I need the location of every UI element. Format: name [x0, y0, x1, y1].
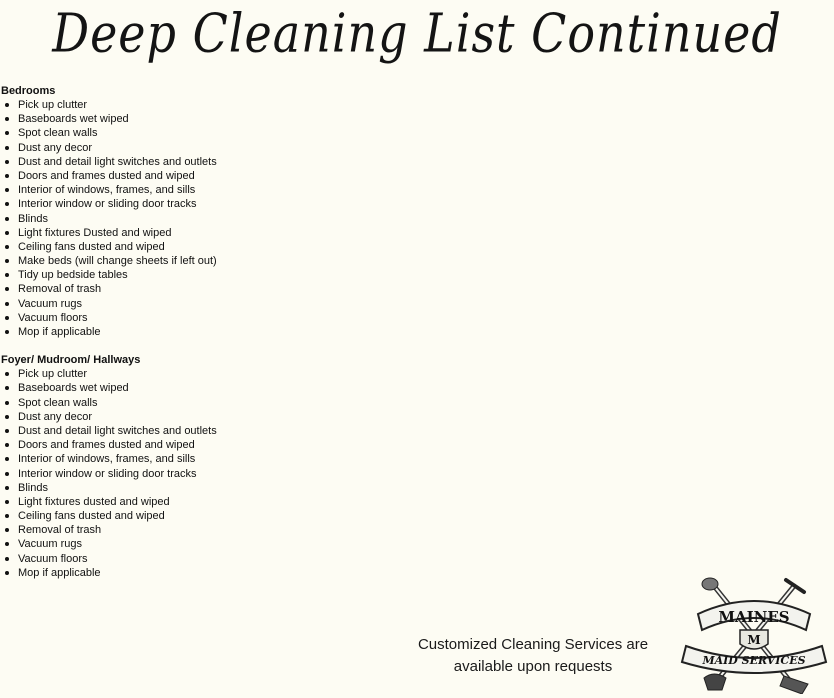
list-item [0, 523, 420, 537]
list-item-text: Dust and detail light switches and outlets [18, 155, 217, 168]
list-item-text: Dust any decor [18, 410, 92, 423]
list-item-text: Spot clean walls [18, 127, 98, 140]
bullet-icon [5, 557, 9, 561]
company-logo [676, 574, 832, 694]
bedrooms-list [0, 98, 420, 339]
section-foyer-mudroom-hallways [0, 353, 420, 580]
section-bedrooms [0, 84, 420, 339]
list-item-text: Pick up clutter [18, 368, 88, 381]
list-item-text: Removal of trash [18, 283, 102, 296]
list-item-text: Spot clean walls [18, 396, 98, 409]
bullet-icon [5, 131, 9, 135]
bullet-icon [5, 146, 9, 150]
logo-center-letter: M [747, 633, 761, 647]
list-item [0, 381, 420, 395]
list-item [0, 297, 420, 311]
list-item-text: Interior window or sliding door tracks [18, 467, 197, 480]
bullet-icon [5, 273, 9, 277]
list-item [0, 169, 420, 183]
list-item [0, 509, 420, 523]
bullet-icon [5, 287, 9, 291]
list-item-text: Baseboards wet wiped [18, 382, 129, 395]
bullet-icon [5, 486, 9, 490]
list-item [0, 98, 420, 112]
list-item-text: Make beds (will change sheets if left out) [18, 255, 217, 268]
list-item-text: Pick up clutter [18, 99, 88, 111]
bullet-icon [5, 429, 9, 433]
list-item [0, 311, 420, 325]
list-item-text: Vacuum rugs [18, 297, 82, 310]
list-item-text: Mop if applicable [18, 566, 101, 579]
bullet-icon [5, 542, 9, 546]
bullet-icon [5, 386, 9, 390]
bullet-icon [5, 571, 9, 575]
bullet-icon [5, 188, 9, 192]
list-item [0, 552, 420, 566]
cleaning-list [0, 84, 420, 594]
footer-line-2: available upon requests [453, 658, 613, 675]
list-item [0, 495, 420, 509]
bullet-icon [5, 245, 9, 249]
foyer-list [0, 367, 420, 580]
list-item-text: Blinds [18, 212, 48, 225]
bullet-icon [5, 316, 9, 320]
list-item [0, 212, 420, 226]
bullet-icon [5, 528, 9, 532]
bullet-icon [5, 401, 9, 405]
list-item-text: Mop if applicable [18, 326, 101, 338]
list-item-text: Interior of windows, frames, and sills [18, 184, 196, 197]
list-item-text: Light fixtures dusted and wiped [18, 495, 170, 508]
list-item-text: Dust and detail light switches and outlets [18, 424, 217, 437]
list-item-text: Removal of trash [18, 524, 102, 537]
list-item-text: Vacuum floors [18, 552, 88, 565]
bullet-icon [5, 231, 9, 235]
list-item-text: Vacuum rugs [18, 538, 82, 551]
bullet-icon [5, 117, 9, 121]
footer-line-1: Customized Cleaning Services are [417, 636, 649, 653]
list-item [0, 452, 420, 466]
bullet-icon [5, 457, 9, 461]
list-item [0, 396, 420, 410]
list-item [0, 155, 420, 169]
list-item [0, 410, 420, 424]
bullet-icon [5, 259, 9, 263]
section-heading: Bedrooms [1, 85, 56, 97]
list-item-text: Interior of windows, frames, and sills [18, 453, 196, 466]
bullet-icon [5, 443, 9, 447]
list-item-text: Doors and frames dusted and wiped [18, 169, 195, 182]
bullet-icon [5, 514, 9, 518]
bullet-icon [5, 415, 9, 419]
footer-note [398, 634, 668, 678]
list-item [0, 126, 420, 140]
page-title: Deep Cleaning List Continued [52, 1, 782, 65]
logo-top-text: MAINES [718, 608, 790, 626]
list-item [0, 481, 420, 495]
list-item-text: Blinds [18, 481, 48, 494]
list-item [0, 367, 420, 381]
list-item-text: Light fixtures Dusted and wiped [18, 226, 172, 239]
list-item-text: Ceiling fans dusted and wiped [18, 240, 165, 253]
list-item-text: Tidy up bedside tables [18, 269, 128, 282]
list-item [0, 254, 420, 268]
list-item [0, 197, 420, 211]
list-item-text: Vacuum floors [18, 311, 88, 324]
bullet-icon [5, 174, 9, 178]
list-item [0, 566, 420, 580]
list-item [0, 183, 420, 197]
bullet-icon [5, 202, 9, 206]
list-item [0, 240, 420, 254]
list-item [0, 112, 420, 126]
bullet-icon [5, 372, 9, 376]
list-item [0, 537, 420, 551]
bullet-icon [5, 500, 9, 504]
logo-bottom-text: MAID SERVICES [702, 654, 806, 667]
bullet-icon [5, 160, 9, 164]
list-item [0, 325, 420, 339]
list-item [0, 268, 420, 282]
list-item-text: Doors and frames dusted and wiped [18, 439, 195, 452]
list-item-text: Dust any decor [18, 141, 92, 154]
bullet-icon [5, 302, 9, 306]
list-item [0, 226, 420, 240]
list-item [0, 424, 420, 438]
bullet-icon [5, 103, 9, 107]
list-item [0, 282, 420, 296]
list-item [0, 438, 420, 452]
list-item-text: Interior window or sliding door tracks [18, 198, 197, 211]
list-item [0, 467, 420, 481]
list-item-text: Baseboards wet wiped [18, 113, 129, 126]
bullet-icon [5, 472, 9, 476]
list-item [0, 141, 420, 155]
bullet-icon [5, 330, 9, 334]
list-item-text: Ceiling fans dusted and wiped [18, 510, 165, 523]
bullet-icon [5, 217, 9, 221]
section-heading: Foyer/ Mudroom/ Hallways [1, 354, 141, 367]
